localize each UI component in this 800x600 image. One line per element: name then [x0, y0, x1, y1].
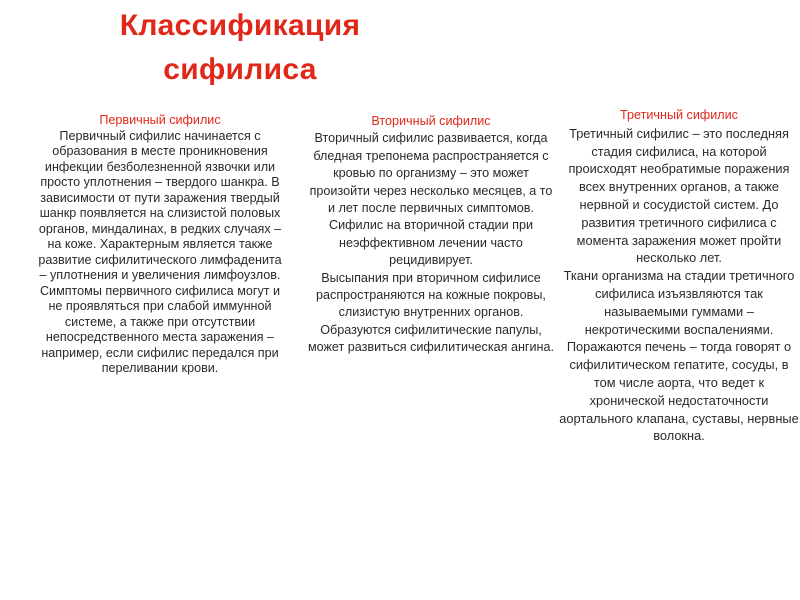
- secondary-syphilis-heading: Вторичный сифилис: [371, 114, 491, 128]
- secondary-syphilis-column: [306, 113, 556, 357]
- secondary-syphilis-paragraph-1: Вторичный сифилис развивается, когда бледная трепонема распространяется с кровью по организму – это может произойти через несколько месяцев, а то и лет после первичных симптомов. Сифилис на вторичной стадии при неэффективном лечении часто рецидивирует.: [309, 131, 553, 268]
- page-title-line-1: Классификация: [119, 9, 361, 42]
- tertiary-syphilis-paragraph-2: Ткани организма на стадии третичного сифилиса изъязвляются так называемыми гуммами – некротическими воспалениями. Поражаются печень – тогда говорят о сифилитическом гепатите, сосуды, в том числе аорта, что ведет к хронической недостаточности аортального клапана, суставы, нервные волокна.: [559, 268, 799, 444]
- page-title-line-2: сифилиса: [163, 53, 317, 86]
- page-title: [90, 4, 390, 92]
- primary-syphilis-heading: Первичный сифилис: [99, 113, 221, 127]
- primary-syphilis-paragraph-1: Первичный сифилис начинается с образования в месте проникновения инфекции безболезненной язвочки или просто уплотнения – твердого шанкра. В зависимости от пути заражения твердый шанкр появляется на слизистой половых органов, миндалинах, в редких случаях – на коже. Характерным является также развитие сифилитического лимфаденита – уплотнения и увеличения лимфоузлов.: [38, 128, 282, 282]
- tertiary-syphilis-column: [557, 107, 800, 445]
- primary-syphilis-column: [34, 113, 286, 377]
- secondary-syphilis-paragraph-2: Высыпания при вторичном сифилисе распространяются на кожные покровы, слизистую внутренних органов. Образуются сифилитические папулы, может развиться сифилитическая ангина.: [307, 270, 555, 355]
- tertiary-syphilis-heading: Третичный сифилис: [620, 108, 738, 122]
- tertiary-syphilis-paragraph-1: Третичный сифилис – это последняя стадия сифилиса, на которой происходят необратимые поражения всех внутренних органов, а также нервной и сосудистой систем. До развития третичного сифилиса с момента заражения может пройти несколько лет.: [568, 125, 790, 266]
- primary-syphilis-paragraph-2: Симптомы первичного сифилиса могут и не проявляться при слабой иммунной системе, а также при отсутствии непосредственного места заражения – например, если сифилис передался при переливании крови.: [39, 283, 281, 375]
